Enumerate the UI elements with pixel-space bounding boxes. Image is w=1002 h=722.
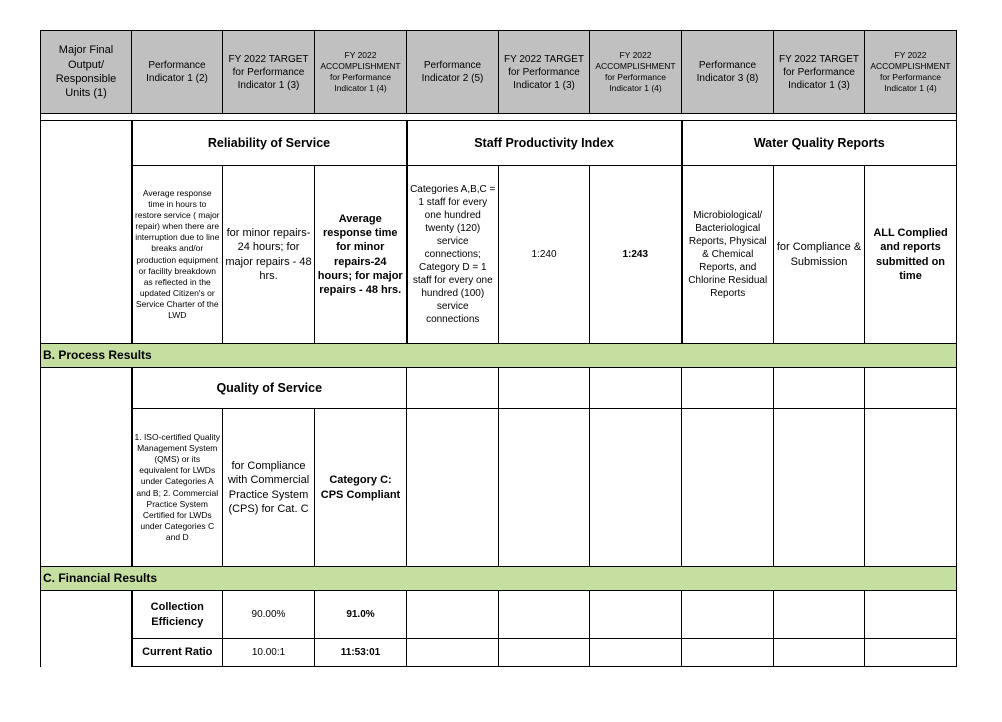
spacer-row — [41, 114, 957, 121]
reliability-accomplishment: Average response time for minor repairs-24 hours; for major repairs - 48 hrs. — [315, 166, 407, 344]
header-row — [41, 31, 957, 114]
mfo-cell-a — [41, 121, 132, 344]
quality-of-service-title: Quality of Service — [132, 368, 407, 409]
staff-productivity-accomplishment: 1:243 — [590, 166, 682, 344]
empty-cell — [682, 639, 774, 667]
header-major-final-output: Major Final Output/ Responsible Units (1) — [41, 31, 132, 114]
reliability-target: for minor repairs- 24 hours; for major repairs - 48 hrs. — [223, 166, 315, 344]
section-c-row — [41, 567, 957, 591]
empty-cell — [407, 639, 499, 667]
staff-productivity-indicator-text: Categories A,B,C = 1 staff for every one hundred twenty (120) service connections; Category D = 1 staff for every one hundred (100) service connections — [407, 166, 499, 344]
quality-indicator-text: 1. ISO-certified Quality Management System (QMS) or its equivalent for LWDs under Categories A and B; 2. Commercial Practice System Certified for LWDs under Categories C and D — [132, 409, 223, 567]
mfo-cell-b — [41, 368, 132, 567]
header-accomplishment-1: FY 2022 ACCOMPLISHMENT for Performance Indicator 1 (4) — [315, 31, 407, 114]
empty-cell — [865, 368, 957, 409]
section-c-label: C. Financial Results — [41, 567, 957, 591]
quality-target: for Compliance with Commercial Practice System (CPS) for Cat. C — [223, 409, 315, 567]
group-b-data-row — [41, 409, 957, 567]
current-ratio-target: 10.00:1 — [223, 639, 315, 667]
empty-cell — [590, 368, 682, 409]
empty-cell — [499, 409, 590, 567]
empty-cell — [682, 368, 774, 409]
header-target-3: FY 2022 TARGET for Performance Indicator 1 (3) — [774, 31, 865, 114]
empty-cell — [407, 368, 499, 409]
current-ratio-row — [41, 639, 957, 667]
water-quality-accomplishment: ALL Complied and reports submitted on time — [865, 166, 957, 344]
header-accomplishment-3: FY 2022 ACCOMPLISHMENT for Performance Indicator 1 (4) — [865, 31, 957, 114]
empty-cell — [499, 639, 590, 667]
current-ratio-label: Current Ratio — [132, 639, 223, 667]
current-ratio-accomplishment: 11:53:01 — [315, 639, 407, 667]
empty-cell — [682, 591, 774, 639]
section-b-row — [41, 344, 957, 368]
section-b-label: B. Process Results — [41, 344, 957, 368]
empty-cell — [774, 639, 865, 667]
header-target-1: FY 2022 TARGET for Performance Indicator 1 (3) — [223, 31, 315, 114]
reliability-of-service-title: Reliability of Service — [132, 121, 407, 166]
header-performance-indicator-1: Performance Indicator 1 (2) — [132, 31, 223, 114]
empty-cell — [407, 591, 499, 639]
empty-cell — [774, 368, 865, 409]
empty-cell — [865, 409, 957, 567]
performance-table — [40, 30, 957, 667]
staff-productivity-index-title: Staff Productivity Index — [407, 121, 682, 166]
quality-accomplishment: Category C: CPS Compliant — [315, 409, 407, 567]
header-accomplishment-2: FY 2022 ACCOMPLISHMENT for Performance Indicator 1 (4) — [590, 31, 682, 114]
header-target-2: FY 2022 TARGET for Performance Indicator 1 (3) — [499, 31, 590, 114]
group-a-title-row — [41, 121, 957, 166]
collection-efficiency-row — [41, 591, 957, 639]
empty-cell — [865, 639, 957, 667]
header-performance-indicator-3: Performance Indicator 3 (8) — [682, 31, 774, 114]
collection-efficiency-target: 90.00% — [223, 591, 315, 639]
empty-cell — [590, 639, 682, 667]
collection-efficiency-label: Collection Efficiency — [132, 591, 223, 639]
group-a-data-row — [41, 166, 957, 344]
empty-cell — [682, 409, 774, 567]
staff-productivity-target: 1:240 — [499, 166, 590, 344]
empty-cell — [774, 591, 865, 639]
empty-cell — [590, 409, 682, 567]
empty-cell — [590, 591, 682, 639]
group-b-title-row — [41, 368, 957, 409]
water-quality-reports-title: Water Quality Reports — [682, 121, 957, 166]
empty-cell — [407, 409, 499, 567]
empty-cell — [499, 591, 590, 639]
empty-cell — [865, 591, 957, 639]
empty-cell — [774, 409, 865, 567]
mfo-cell-c — [41, 591, 132, 667]
water-quality-indicator-text: Microbiological/ Bacteriological Reports, Physical & Chemical Reports, and Chlorine Residual Reports — [682, 166, 774, 344]
reliability-indicator-text: Average response time in hours to restore service ( major repair) when there are interruption due to line breaks and/or production equipment or facility breakdown as reflected in the updated Citizen's or Service Charter of the LWD — [132, 166, 223, 344]
water-quality-target: for Compliance & Submission — [774, 166, 865, 344]
empty-cell — [499, 368, 590, 409]
collection-efficiency-accomplishment: 91.0% — [315, 591, 407, 639]
header-performance-indicator-2: Performance Indicator 2 (5) — [407, 31, 499, 114]
